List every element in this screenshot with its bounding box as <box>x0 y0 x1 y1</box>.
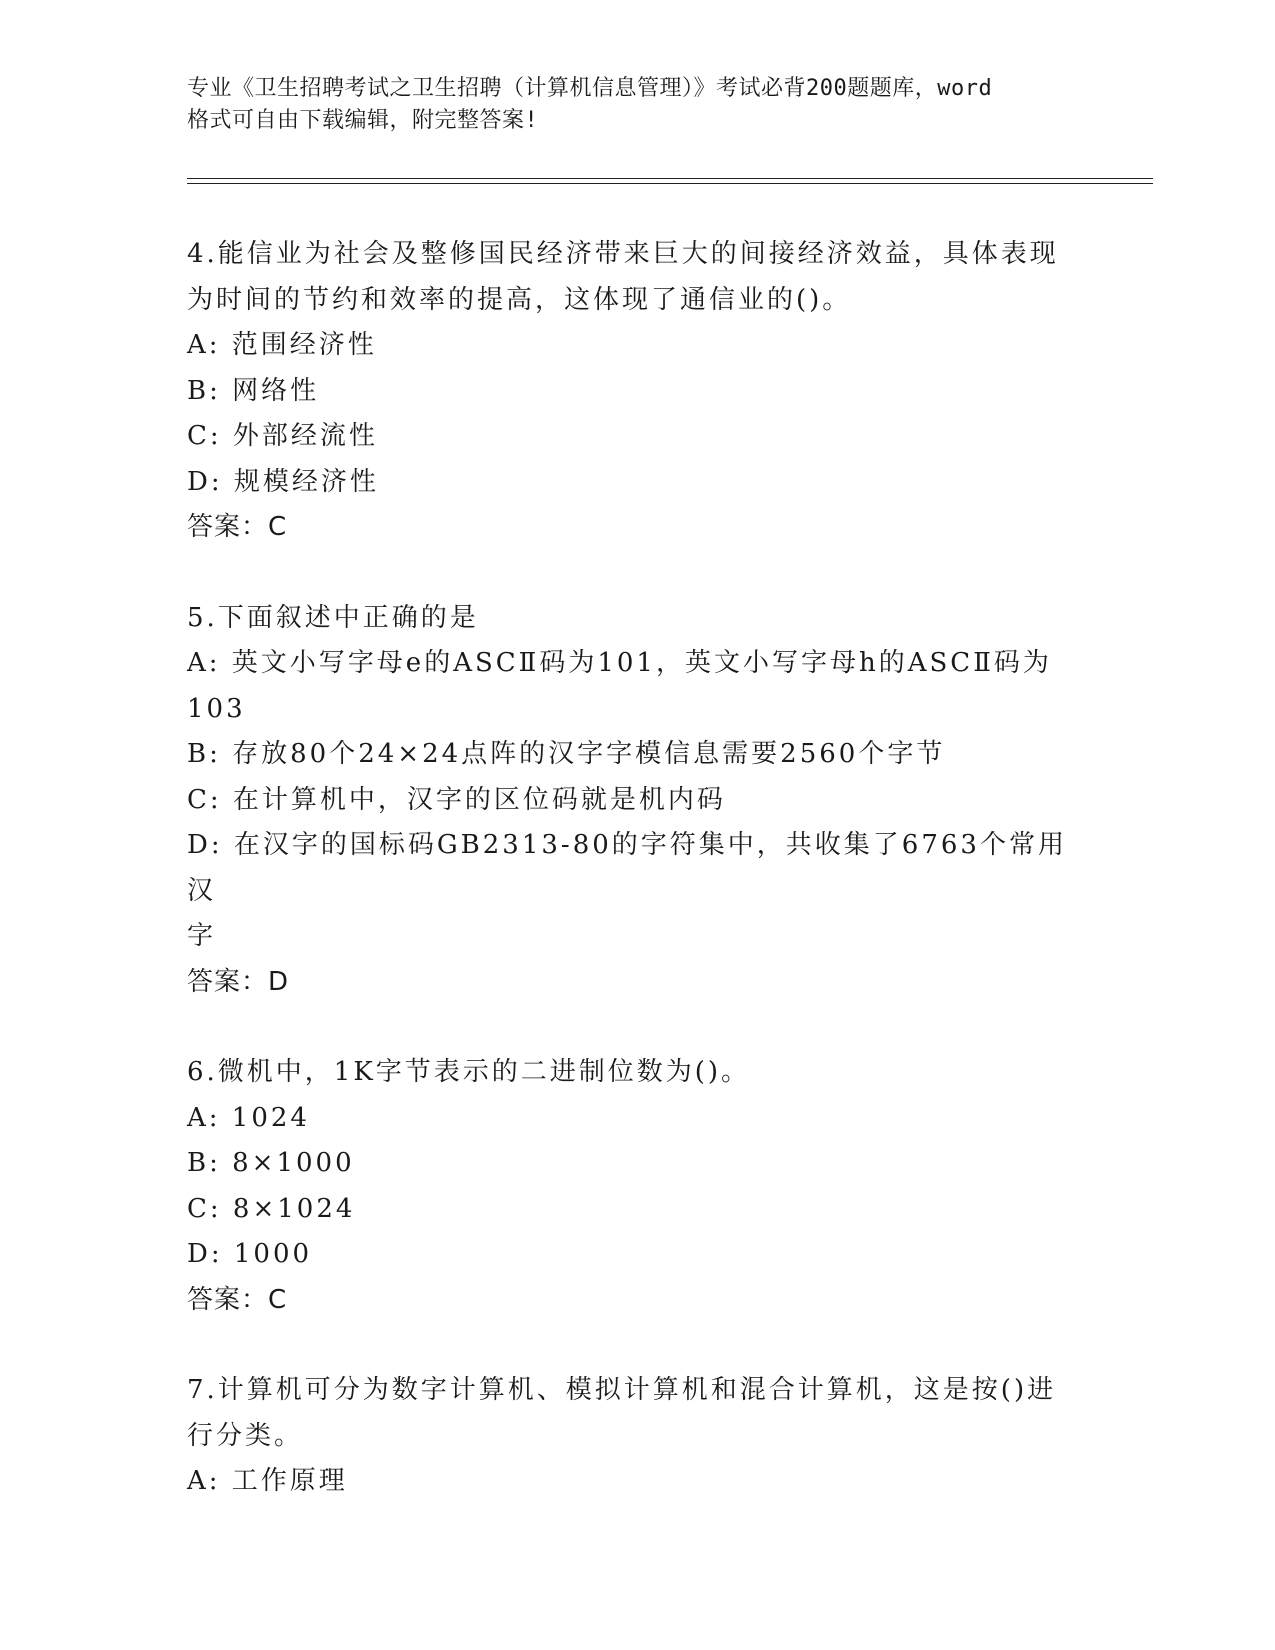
option-a-continued: 103 <box>187 693 246 724</box>
option-a: A: 工作原理 <box>187 1466 348 1496</box>
option-b: B: 网络性 <box>187 375 320 406</box>
option-d-continued: 字 <box>187 921 217 951</box>
option-d: D: 1000 <box>187 1239 313 1269</box>
question-text: 5.下面叙述中正确的是 <box>187 602 479 633</box>
answer: 答案：C <box>187 512 288 542</box>
question-7 <box>187 1368 1067 1505</box>
answer: 答案：D <box>187 966 290 997</box>
question-list <box>187 232 1067 1505</box>
option-c: C: 外部经流性 <box>187 421 378 451</box>
question-text: 7.计算机可分为数字计算机、模拟计算机和混合计算机，这是按()进 <box>187 1375 1057 1405</box>
option-c: C: 8×1024 <box>187 1193 356 1224</box>
question-text: 6.微机中，1K字节表示的二进制位数为()。 <box>187 1057 751 1087</box>
question-6 <box>187 1050 1067 1323</box>
header-line-1: 专业《卫生招聘考试之卫生招聘（计算机信息管理）》考试必背200题题库，word <box>187 76 993 101</box>
header-divider-top <box>187 178 1153 179</box>
question-text: 行分类。 <box>187 1420 304 1451</box>
option-b: B: 8×1000 <box>187 1148 355 1178</box>
option-c: C: 在计算机中，汉字的区位码就是机内码 <box>187 784 726 815</box>
question-text: 为时间的节约和效率的提高，这体现了通信业的()。 <box>187 284 852 315</box>
question-text: 4.能信业为社会及整修国民经济带来巨大的间接经济效益，具体表现 <box>187 239 1059 269</box>
option-a: A: 英文小写字母e的ASCⅡ码为101，英文小写字母h的ASCⅡ码为 <box>187 648 1052 678</box>
option-a: A: 范围经济性 <box>187 330 377 360</box>
header-divider-bottom <box>187 183 1153 184</box>
question-5 <box>187 596 1067 1006</box>
option-a: A: 1024 <box>187 1102 310 1133</box>
header-line-2: 格式可自由下载编辑，附完整答案! <box>187 108 539 133</box>
option-d: D: 在汉字的国标码GB2313-80的字符集中，共收集了6763个常用汉 <box>187 830 1067 906</box>
answer: 答案：C <box>187 1284 288 1315</box>
document-header <box>187 73 1087 137</box>
option-b: B: 存放80个24×24点阵的汉字字模信息需要2560个字节 <box>187 739 946 769</box>
question-4 <box>187 232 1067 551</box>
option-d: D: 规模经济性 <box>187 466 379 497</box>
